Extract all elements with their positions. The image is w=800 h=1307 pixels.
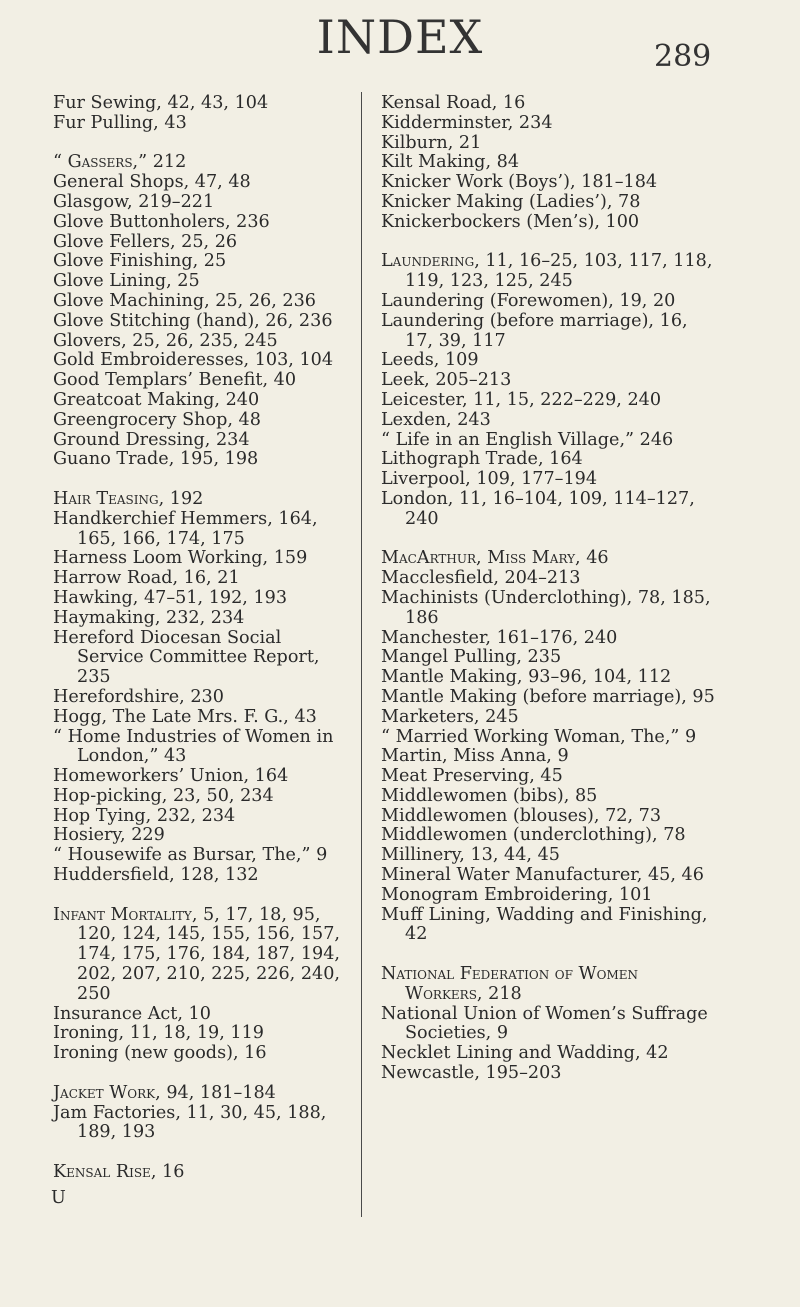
index-entry: Laundering, 11, 16–25, 103, 117, 118, 119, 123, 125, 245: [381, 251, 713, 292]
index-entry: Monogram Embroidering, 101: [381, 884, 653, 905]
section-gap: [53, 1064, 343, 1084]
index-entry: Ironing (new goods), 16: [53, 1043, 267, 1064]
index-entry: Huddersfield, 128, 132: [53, 865, 259, 886]
index-entry: Insurance Act, 10: [53, 1003, 211, 1024]
index-entry: Good Templars’ Benefit, 40: [53, 370, 297, 391]
index-entry: Kilburn, 21: [381, 132, 482, 153]
index-entry: Harness Loom Working, 159: [53, 548, 308, 569]
index-entry: “ Home Industries of Women in London,” 43: [53, 726, 334, 767]
index-entry: Glove Fellers, 25, 26: [53, 231, 238, 252]
index-entry: Kidderminster, 234: [381, 112, 553, 133]
index-entry: Hereford Diocesan Social Service Committee Report, 235: [53, 627, 320, 688]
index-entry: Hogg, The Late Mrs. F. G., 43: [53, 706, 317, 727]
index-entry: Glove Stitching (hand), 26, 236: [53, 310, 333, 331]
index-entry: Greengrocery Shop, 48: [53, 409, 261, 430]
page-title: INDEX: [316, 10, 484, 64]
index-entry: General Shops, 47, 48: [53, 172, 251, 193]
index-entry: Homeworkers’ Union, 164: [53, 766, 289, 787]
index-entry: Leicester, 11, 15, 222–229, 240: [381, 389, 662, 410]
index-entry: Greatcoat Making, 240: [53, 389, 260, 410]
index-entry: Mantle Making, 93–96, 104, 112: [381, 667, 672, 688]
index-entry: Infant Mortality, 5, 17, 18, 95, 120, 124, 145, 155, 156, 157, 174, 175, 176, 184, 187, 194, 202, 207, 210, 225, 226, 240, 250: [53, 904, 341, 1004]
index-entry: Meat Preserving, 45: [381, 766, 563, 787]
index-entry: “ Life in an English Village,” 246: [381, 429, 674, 450]
index-entry: Haymaking, 232, 234: [53, 607, 245, 628]
section-gap: [381, 530, 716, 550]
index-entry: Hosiery, 229: [53, 825, 165, 846]
index-entry: Machinists (Underclothing), 78, 185, 186: [381, 587, 711, 628]
index-entry: Middlewomen (underclothing), 78: [381, 825, 686, 846]
index-entry: Middlewomen (bibs), 85: [381, 785, 598, 806]
index-entry: Martin, Miss Anna, 9: [381, 746, 569, 767]
index-entry: Glove Machining, 25, 26, 236: [53, 290, 316, 311]
section-gap: [381, 945, 716, 965]
index-entry: Hair Teasing, 192: [53, 488, 204, 509]
index-entry: Harrow Road, 16, 21: [53, 568, 240, 589]
index-entry: Necklet Lining and Wadding, 42: [381, 1043, 669, 1064]
index-entry: Knickerbockers (Men’s), 100: [381, 211, 640, 232]
index-entry: National Federation of Women Workers, 218: [381, 964, 639, 1004]
index-entry: “ Housewife as Bursar, The,” 9: [53, 845, 328, 866]
index-entry: Hop Tying, 232, 234: [53, 805, 236, 826]
index-entry: Mineral Water Manufacturer, 45, 46: [381, 865, 704, 886]
index-entry: Kensal Rise, 16: [53, 1162, 185, 1183]
index-entry: Marketers, 245: [381, 706, 519, 727]
index-entry: Hop-picking, 23, 50, 234: [53, 785, 274, 806]
index-entry: Newcastle, 195–203: [381, 1063, 562, 1084]
page-number: 289: [654, 39, 712, 74]
index-entry: Jam Factories, 11, 30, 45, 188, 189, 193: [53, 1102, 327, 1143]
index-entry: Knicker Work (Boys’), 181–184: [381, 172, 658, 193]
section-gap: [53, 886, 343, 906]
index-entry: Laundering (before marriage), 16, 17, 39, 117: [381, 310, 688, 351]
index-entry: Handkerchief Hemmers, 164, 165, 166, 174, 175: [53, 508, 318, 549]
index-entry: Liverpool, 109, 177–194: [381, 469, 598, 490]
index-entry: Manchester, 161–176, 240: [381, 627, 618, 648]
section-gap: [53, 134, 343, 154]
index-entry: Fur Pulling, 43: [53, 112, 187, 133]
index-entry: Ironing, 11, 18, 19, 119: [53, 1023, 264, 1044]
signature-mark: U: [51, 1188, 66, 1208]
index-entry: Lexden, 243: [381, 409, 491, 430]
index-entry: Middlewomen (blouses), 72, 73: [381, 805, 662, 826]
index-entry: Fur Sewing, 42, 43, 104: [53, 93, 269, 113]
index-entry: “ Gassers,” 212: [53, 152, 187, 173]
index-entry: Macclesfield, 204–213: [381, 568, 581, 589]
index-entry: Ground Dressing, 234: [53, 429, 250, 450]
index-entry: National Union of Women’s Suffrage Societies, 9: [381, 1003, 708, 1044]
section-gap: [53, 1143, 343, 1163]
index-entry: Leeds, 109: [381, 350, 479, 371]
index-entry: Glove Finishing, 25: [53, 251, 227, 272]
index-entry: Glove Buttonholers, 236: [53, 211, 270, 232]
index-entry: Gold Embroideresses, 103, 104: [53, 350, 334, 371]
index-column-left: [53, 94, 343, 1183]
index-entry: Millinery, 13, 44, 45: [381, 845, 560, 866]
index-entry: Herefordshire, 230: [53, 686, 224, 707]
index-entry: Muff Lining, Wadding and Finishing, 42: [381, 904, 708, 945]
index-entry: Mantle Making (before marriage), 95: [381, 686, 715, 707]
column-divider: [361, 92, 362, 1217]
section-gap: [53, 470, 343, 490]
index-entry: Kensal Road, 16: [381, 93, 526, 113]
index-entry: Laundering (Forewomen), 19, 20: [381, 290, 676, 311]
index-entry: Lithograph Trade, 164: [381, 449, 583, 470]
index-entry: Jacket Work, 94, 181–184: [53, 1082, 276, 1103]
index-entry: Mangel Pulling, 235: [381, 647, 562, 668]
index-entry: Leek, 205–213: [381, 370, 512, 391]
index-entry: London, 11, 16–104, 109, 114–127, 240: [381, 488, 695, 529]
section-gap: [381, 233, 716, 253]
index-entry: Glasgow, 219–221: [53, 191, 215, 212]
index-entry: MacArthur, Miss Mary, 46: [381, 548, 609, 569]
index-column-right: [381, 94, 716, 1084]
index-entry: Guano Trade, 195, 198: [53, 449, 259, 470]
index-entry: Hawking, 47–51, 192, 193: [53, 587, 288, 608]
index-entry: Knicker Making (Ladies’), 78: [381, 191, 641, 212]
index-entry: Glove Lining, 25: [53, 271, 200, 292]
index-entry: Glovers, 25, 26, 235, 245: [53, 330, 278, 351]
index-entry: “ Married Working Woman, The,” 9: [381, 726, 697, 747]
index-entry: Kilt Making, 84: [381, 152, 520, 173]
